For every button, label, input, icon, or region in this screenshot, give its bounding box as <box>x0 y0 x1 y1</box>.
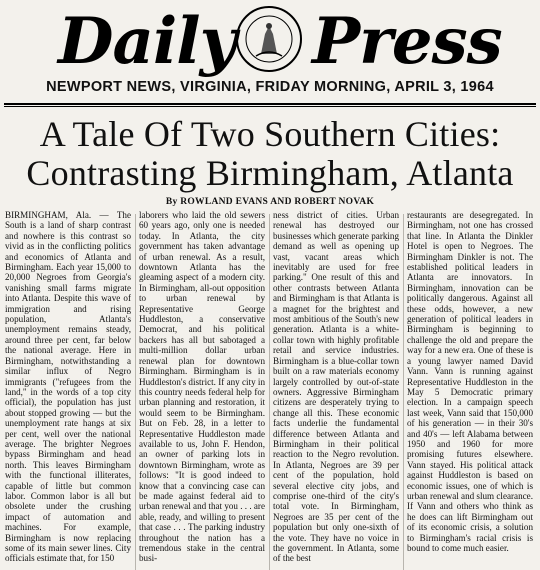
column-divider <box>403 214 404 570</box>
masthead-rule-thin <box>4 106 536 107</box>
article-headline <box>0 115 540 193</box>
article-byline: By ROWLAND EVANS AND ROBERT NOVAK <box>165 197 375 207</box>
headline-line-1: A Tale Of Two Southern Cities: <box>39 114 501 154</box>
article-body <box>5 210 537 570</box>
masthead-title-right: Press <box>312 4 502 79</box>
article-column-4 <box>407 210 533 570</box>
dateline: NEWPORT NEWS, VIRGINIA, FRIDAY MORNING, APRIL 3, 1964 <box>46 79 494 95</box>
article-column-2 <box>139 210 265 570</box>
virginia-seal-icon <box>234 4 304 74</box>
headline-line-2: Contrasting Birmingham, Atlanta <box>26 153 514 193</box>
column-divider <box>135 214 136 570</box>
column-3-text: ness district of cities. Urban renewal has destroyed our businesses which generate parking demand as well as opening up vast, vacant areas which inevitably are used for free parking." One result of this and other contrasts between Atlanta and Birmingham is that Atlanta is a magnet for the brightest and most ambitious of the South's new generation. Atlanta is a white-collar town with highly profitable retail and service industries. Birmingham is a blue-collar town built on a raw materials economy largely controlled by out-of-state owners. Aggressive Birmingham citizens are desperately trying to change all this. These economic facts underlie the fundamental difference between Atlanta and Birmingham in their political reaction to the Negro revolution. In Atlanta, Negroes are 39 per cent of the population, hold several elective city jobs, and comprise one-third of the city's total vote. In Birmingham, Negroes are 35 per cent of the population but only one-sixth of the vote. They have no voice in the government. In Atlanta, some of the best <box>273 210 399 564</box>
column-2-text: laborers who laid the old sewers 60 years ago, only one is needed today. In Atlanta, the city government has taken advantage of urban renewal. As a result, downtown Atlanta has the gleaming aspect of a modern city. In Birmingham, all-out opposition to urban renewal by Representative George Huddleston, a conservative Democrat, and his political backers has all but sabotaged a multi-million dollar urban renewal plan for downtown Birmingham. Birmingham is in Huddleston's district. If any city in this country needs federal help for urban planning and restoration, it would seem to be Birmingham. But on Feb. 28, in a letter to Representative Huddleston made available to us, John F. Hendon, an owner of parking lots in downtown Birmingham, wrote as follows: "It is good indeed to know that a convincing case can be made against federal aid to urban renewal and that you . . . are able, ready, and willing to present that case . . . The parking industry throughout the nation has a tremendous stake in the central busi- <box>139 210 265 564</box>
column-4-text: restaurants are desegregated. In Birmingham, not one has crossed that line. In Atlanta the Dinkler Hotel is open to Negroes. The Birmingham Dinkler is not. The established political leaders in Atlanta are innovators. In Birmingham, innovation can be politically dangerous. Against all these odds, however, a new generation of political leaders in Birmingham is beginning to challenge the old and prepare the way for a new era. One of these is a young lawyer named David Vann. Vann is running against Representative Huddleston in the May 5 Democratic primary election. In a campaign speech last week, Vann said that 150,000 of his generation — in their 30's and 40's — left Alabama between 1950 and 1960 for more promising futures elsewhere. Vann stayed. His political attack against Huddleston is based on economic issues, one of which is urban renewal and slum clearance. If Vann and others who think as he does can lift Birmingham out of its economic crisis, a solution to Birmingham's racial crisis is bound to come much easier. <box>407 210 533 553</box>
column-1-text: BIRMINGHAM, Ala. — The South is a land of sharp contrast and nowhere is this contrast so vivid as in the conflicting politics and economics of Atlanta and Birmingham. Each year 15,000 to 20,000 Negroes from Georgia's vanishing small farms migrate into Atlanta. Despite this wave of immigration and rising population, Atlanta's unemployment remains steady, around three per cent, far below the national average. Here in Birmingham, notwithstanding a similar influx of Negro immigrants ("refugees from the land," in the words of a top city official), the population has just about stopped growing — but the unemployment rate hangs at six per cent, well over the national average. The brighter Negroes bypass Birmingham and head north. This leaves Birmingham with the functional illiterates, capable of little but common labor. Common labor is all but obsolete under the crushing impact of automation and machines. For example, Birmingham is now replacing some of its main sewer lines. City officials estimate that, for 150 <box>5 210 131 564</box>
masthead-title-left: Daily <box>58 4 236 79</box>
column-divider <box>269 214 270 570</box>
masthead-rule <box>4 103 536 105</box>
article-column-1 <box>5 210 131 570</box>
article-column-3 <box>273 210 399 570</box>
